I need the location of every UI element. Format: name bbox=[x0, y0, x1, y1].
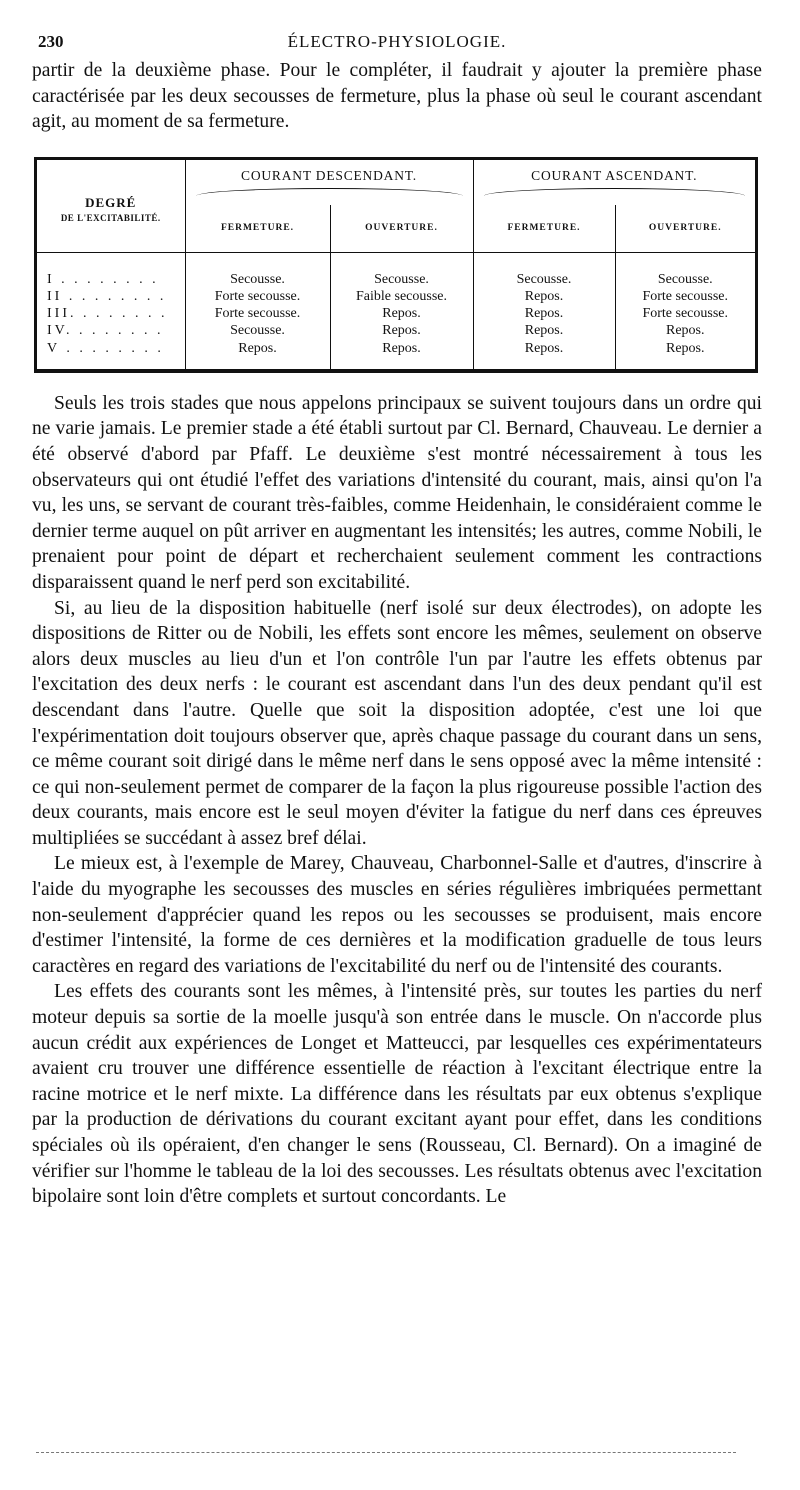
brace-descending bbox=[196, 188, 463, 197]
group-descending-label: COURANT DESCENDANT. bbox=[241, 167, 417, 183]
degree-header-line1: DEGRÉ bbox=[85, 194, 137, 210]
sub-header-desc-fermeture: FERMETURE. bbox=[185, 205, 330, 253]
table-cell: Faible secousse. bbox=[356, 288, 447, 304]
table-cell: Repos. bbox=[524, 323, 564, 339]
degree-header bbox=[37, 160, 185, 253]
table-cell: Repos. bbox=[382, 340, 421, 356]
table-cell: Forte secousse. bbox=[642, 288, 729, 304]
paragraph: Les effets des courants sont les mêmes, à l'intensité près, sur toutes les parties du nerf moteur depuis sa sortie de la moelle jusqu'à son entrée dans le muscle. On n'accorde plus aucun crédit aux expériences de Longet et Matteucci, par lesquelles ces expérimentateurs avaient cru trouver une différence essentielle de réaction à l'excitant électrique entre la racine motrice et le nerf mixte. La différence dans les résultats par eux obtenus s'explique par la production de dérivations du courant excitant ayant pour effet, dans les conditions spéciales où ils opéraient, d'en changer le sens (Rousseau, Cl. Bernard). On a imaginé de vérifier sur l'homme le tableau de la loi des secousses. Les résultats obtenus avec l'excitation bipolaire sont loin d'être complets et surtout concordants. Le bbox=[32, 981, 762, 1208]
table-cell: Secousse. bbox=[657, 271, 713, 287]
footer-rule bbox=[36, 1452, 736, 1453]
desc-fermeture-column bbox=[185, 252, 330, 369]
table-cell: Repos. bbox=[524, 288, 564, 304]
table-cell: Repos. bbox=[382, 306, 421, 322]
degree-cell: I . . . . . . . . bbox=[47, 271, 159, 287]
brace-ascending bbox=[484, 188, 746, 197]
table-cell: Forte secousse. bbox=[214, 306, 301, 322]
paragraph: Seuls les trois stades que nous appelons principaux se suivent toujours dans un ordre qui ne varie jamais. Le premier stade a été établi surtout par Cl. Bernard, Chauveau. Le dernier a été observé d'abord par Pfaff. Le deuxième s'est montré nécessairement à tous les observateurs qui ont étudié l'effet des variations d'intensité du courant, mais, ainsi qu'on l'a vu, les uns, se servant de courant très-faibles, comme Heidenhain, le considéraient comme le dernier terme auquel on pût arriver en augmentant les intensités; les autres, comme Nobili, le prenaient pour point de départ et recherchaient seulement comment les contractions disparaissent quand le nerf perd son excitabilité. bbox=[32, 392, 762, 593]
paragraph: Si, au lieu de la disposition habituelle (nerf isolé sur deux électrodes), on adopte les dispositions de Ritter ou de Nobili, les effets sont encore les mêmes, seulement on observe alors deux muscles au lieu d'un et l'on contrôle l'un par l'autre les effets obtenus par l'excitation des deux nerfs : le courant est ascendant dans l'un des deux pendant qu'il est descendant dans l'autre. Quelle que soit la disposition adoptée, c'est une loi que l'expérimentation doit toujours observer que, après chaque passage du courant dans un sens, ce même courant soit dirigé dans le même nerf dans le sens opposé avec la même intensité : ce qui non-seulement permet de comparer de la façon la plus rigoureuse possible l'action des deux courants, mais encore est le seul moyen d'éviter la fatigue du nerf dans ces épreuves multipliées se succédant à assez bref délai. bbox=[32, 597, 762, 849]
degree-cell: III. . . . . . . . bbox=[47, 306, 168, 322]
paragraph: Le mieux est, à l'exemple de Marey, Chauveau, Charbonnel-Salle et d'autres, d'inscrire à l'aide du myographe les secousses des muscles en séries régulières imbriquées permettant non-seulement d'apprécier quand les repos ou les secousses se produisent, mais encore d'estimer l'intensité, la forme de ces dernières et la modification graduelle de tous leurs caractères en regard des variations de l'excitabilité du nerf ou de l'intensité des courants. bbox=[32, 853, 762, 977]
degree-cell: II . . . . . . . . bbox=[47, 288, 167, 304]
table-cell: Repos. bbox=[666, 340, 705, 356]
table-cell: Secousse. bbox=[516, 271, 572, 287]
degree-cell: IV. . . . . . . . bbox=[47, 323, 164, 339]
excitability-table bbox=[34, 157, 758, 373]
degree-cell: V . . . . . . . . bbox=[47, 340, 164, 356]
group-ascending-header bbox=[473, 160, 755, 205]
page bbox=[32, 28, 762, 1210]
table-cell: Repos. bbox=[238, 340, 277, 356]
table-cell: Secousse. bbox=[374, 271, 429, 287]
asc-fermeture-column bbox=[473, 252, 615, 369]
table-cell: Forte secousse. bbox=[642, 306, 729, 322]
sub-header-desc-ouverture: OUVERTURE. bbox=[330, 205, 473, 253]
page-number: 230 bbox=[38, 32, 64, 51]
body-text bbox=[32, 391, 762, 1210]
intro-paragraph: partir de la deuxième phase. Pour le compléter, il faudrait y ajouter la première phase caractérisée par les deux secousses de fermeture, plus la phase où seul le courant ascendant agit, au moment de sa fermeture. bbox=[32, 60, 762, 133]
group-ascending-label: COURANT ASCENDANT. bbox=[531, 167, 698, 183]
degree-column bbox=[37, 252, 185, 369]
desc-ouverture-column bbox=[330, 252, 473, 369]
group-descending-header bbox=[185, 160, 473, 205]
table-cell: Secousse. bbox=[230, 323, 285, 339]
page-header bbox=[32, 28, 762, 54]
sub-header-asc-ouverture: OUVERTURE. bbox=[648, 223, 722, 234]
table-cell: Repos. bbox=[382, 323, 421, 339]
table-cell: Repos. bbox=[524, 306, 564, 322]
asc-ouverture-column bbox=[615, 252, 755, 369]
running-title: ÉLECTRO-PHYSIOLOGIE. bbox=[287, 32, 507, 51]
degree-header-line2: DE L'EXCITABILITÉ. bbox=[60, 212, 161, 223]
table-cell: Repos. bbox=[524, 340, 564, 356]
table-cell: Forte secousse. bbox=[214, 288, 301, 304]
table-cell: Repos. bbox=[666, 323, 705, 339]
sub-header-asc-fermeture: FERMETURE. bbox=[473, 205, 615, 253]
table-cell: Secousse. bbox=[230, 271, 285, 287]
